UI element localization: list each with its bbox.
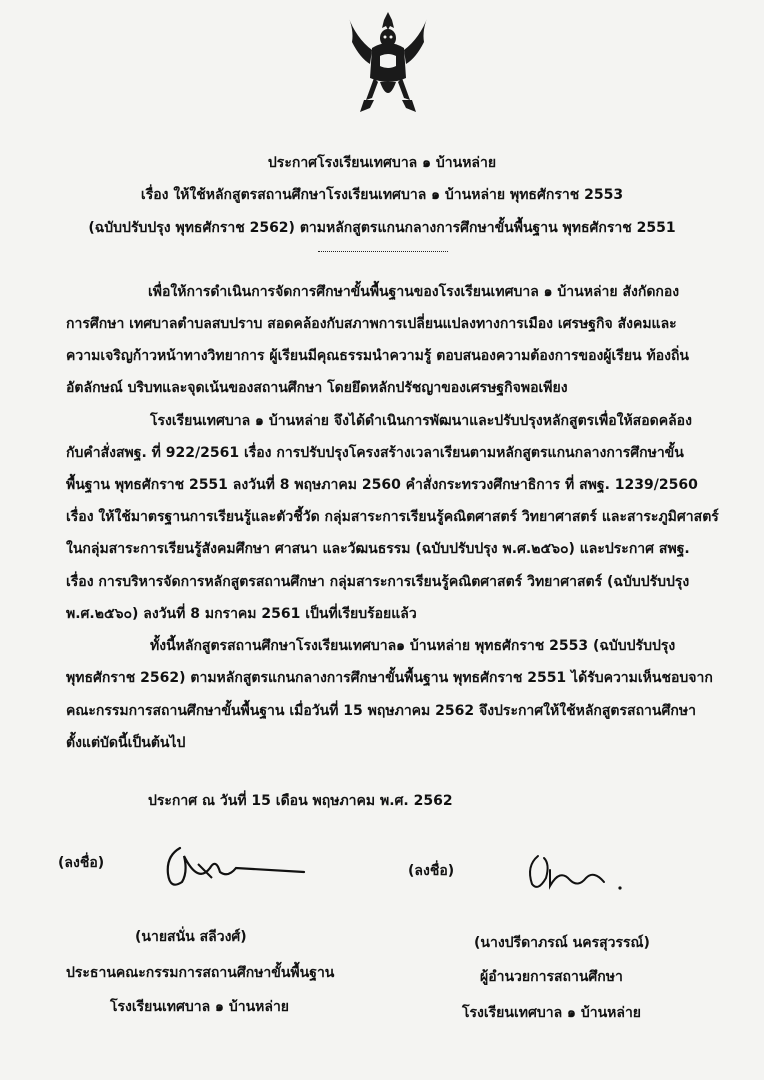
body-line: เรื่อง ให้ใช้มาตรฐานการเรียนรู้และตัวชี้วัด กลุ่มสาระการเรียนรู้คณิตศาสตร์ วิทยาศาสตร์ และสาระภูมิศาสตร์ <box>66 509 719 525</box>
sign-label-left: (ลงชื่อ) <box>58 855 105 871</box>
announcement-subject-cont: (ฉบับปรับปรุง พุทธศักราช 2562) ตามหลักสูตรแกนกลางการศึกษาขั้นพื้นฐาน พุทธศักราช 2551 <box>88 220 676 236</box>
body-line: พุทธศักราช 2562) ตามหลักสูตรแกนกลางการศึกษาขั้นพื้นฐาน พุทธศักราช 2551 ได้รับความเห็นชอบจาก <box>66 670 713 686</box>
body-line: พ.ศ.๒๕๖๐) ลงวันที่ 8 มกราคม 2561 เป็นที่เรียบร้อยแล้ว <box>66 606 417 622</box>
body-line: กับคำสั่งสพฐ. ที่ 922/2561 เรื่อง การปรับปรุงโครงสร้างเวลาเรียนตามหลักสูตรแกนกลางการศึกษาขั้น <box>66 445 684 461</box>
body-line: ตั้งแต่บัดนี้เป็นต้นไป <box>66 735 186 751</box>
body-line: ความเจริญก้าวหน้าทางวิทยาการ ผู้เรียนมีคุณธรรมนำความรู้ ตอบสนองความต้องการของผู้เรียน ท้องถิ่น <box>66 348 689 364</box>
body-line: การศึกษา เทศบาลตำบลสบปราบ สอดคล้องกับสภาพการเปลี่ยนแปลงทางการเมือง เศรษฐกิจ สังคมและ <box>66 316 677 332</box>
body-line: พื้นฐาน พุทธศักราช 2551 ลงวันที่ 8 พฤษภาคม 2560 คำสั่งกระทรวงศึกษาธิการ ที่ สพฐ. 1239/2560 <box>66 477 698 493</box>
announcement-title: ประกาศโรงเรียนเทศบาล ๑ บ้านหล่าย <box>267 155 497 171</box>
sign-label-right: (ลงชื่อ) <box>408 863 455 879</box>
body-line: อัตลักษณ์ บริบทและจุดเน้นของสถานศึกษา โดยยึดหลักปรัชญาของเศรษฐกิจพอเพียง <box>66 380 568 396</box>
signature-right <box>520 848 630 900</box>
signer-left-position: ประธานคณะกรรมการสถานศึกษาขั้นพื้นฐาน <box>66 965 335 981</box>
body-line: ในกลุ่มสาระการเรียนรู้สังคมศึกษา ศาสนา และวัฒนธรรม (ฉบับปรับปรุง พ.ศ.๒๕๖๐) และประกาศ สพฐ. <box>66 541 690 557</box>
body-line: เรื่อง การบริหารจัดการหลักสูตรสถานศึกษา กลุ่มสาระการเรียนรู้คณิตศาสตร์ วิทยาศาสตร์ (ฉบับปรับปรุง <box>66 574 690 590</box>
separator-dots <box>318 251 448 252</box>
announce-date: ประกาศ ณ วันที่ 15 เดือน พฤษภาคม พ.ศ. 2562 <box>148 793 453 809</box>
garuda-emblem-icon <box>342 8 434 120</box>
body-line: โรงเรียนเทศบาล ๑ บ้านหล่าย จึงได้ดำเนินการพัฒนาและปรับปรุงหลักสูตรเพื่อให้สอดคล้อง <box>150 413 692 429</box>
signature-left <box>158 838 308 894</box>
signer-left-org: โรงเรียนเทศบาล ๑ บ้านหล่าย <box>110 999 290 1015</box>
signer-right-position: ผู้อำนวยการสถานศึกษา <box>480 969 623 985</box>
signer-right-org: โรงเรียนเทศบาล ๑ บ้านหล่าย <box>462 1005 642 1021</box>
signer-left-name: (นายสนั่น สลีวงศ์) <box>135 929 247 945</box>
body-line: คณะกรรมการสถานศึกษาขั้นพื้นฐาน เมื่อวันที่ 15 พฤษภาคม 2562 จึงประกาศให้ใช้หลักสูตรสถานศึกษา <box>66 703 696 719</box>
signer-right-name: (นางปรีดาภรณ์ นครสุวรรณ์) <box>474 935 650 951</box>
announcement-subject: เรื่อง ให้ใช้หลักสูตรสถานศึกษาโรงเรียนเทศบาล ๑ บ้านหล่าย พุทธศักราช 2553 <box>140 187 624 203</box>
body-line: เพื่อให้การดำเนินการจัดการศึกษาขั้นพื้นฐานของโรงเรียนเทศบาล ๑ บ้านหล่าย สังกัดกอง <box>148 284 680 300</box>
body-line: ทั้งนี้หลักสูตรสถานศึกษาโรงเรียนเทศบาล๑ บ้านหล่าย พุทธศักราช 2553 (ฉบับปรับปรุง <box>150 638 676 654</box>
